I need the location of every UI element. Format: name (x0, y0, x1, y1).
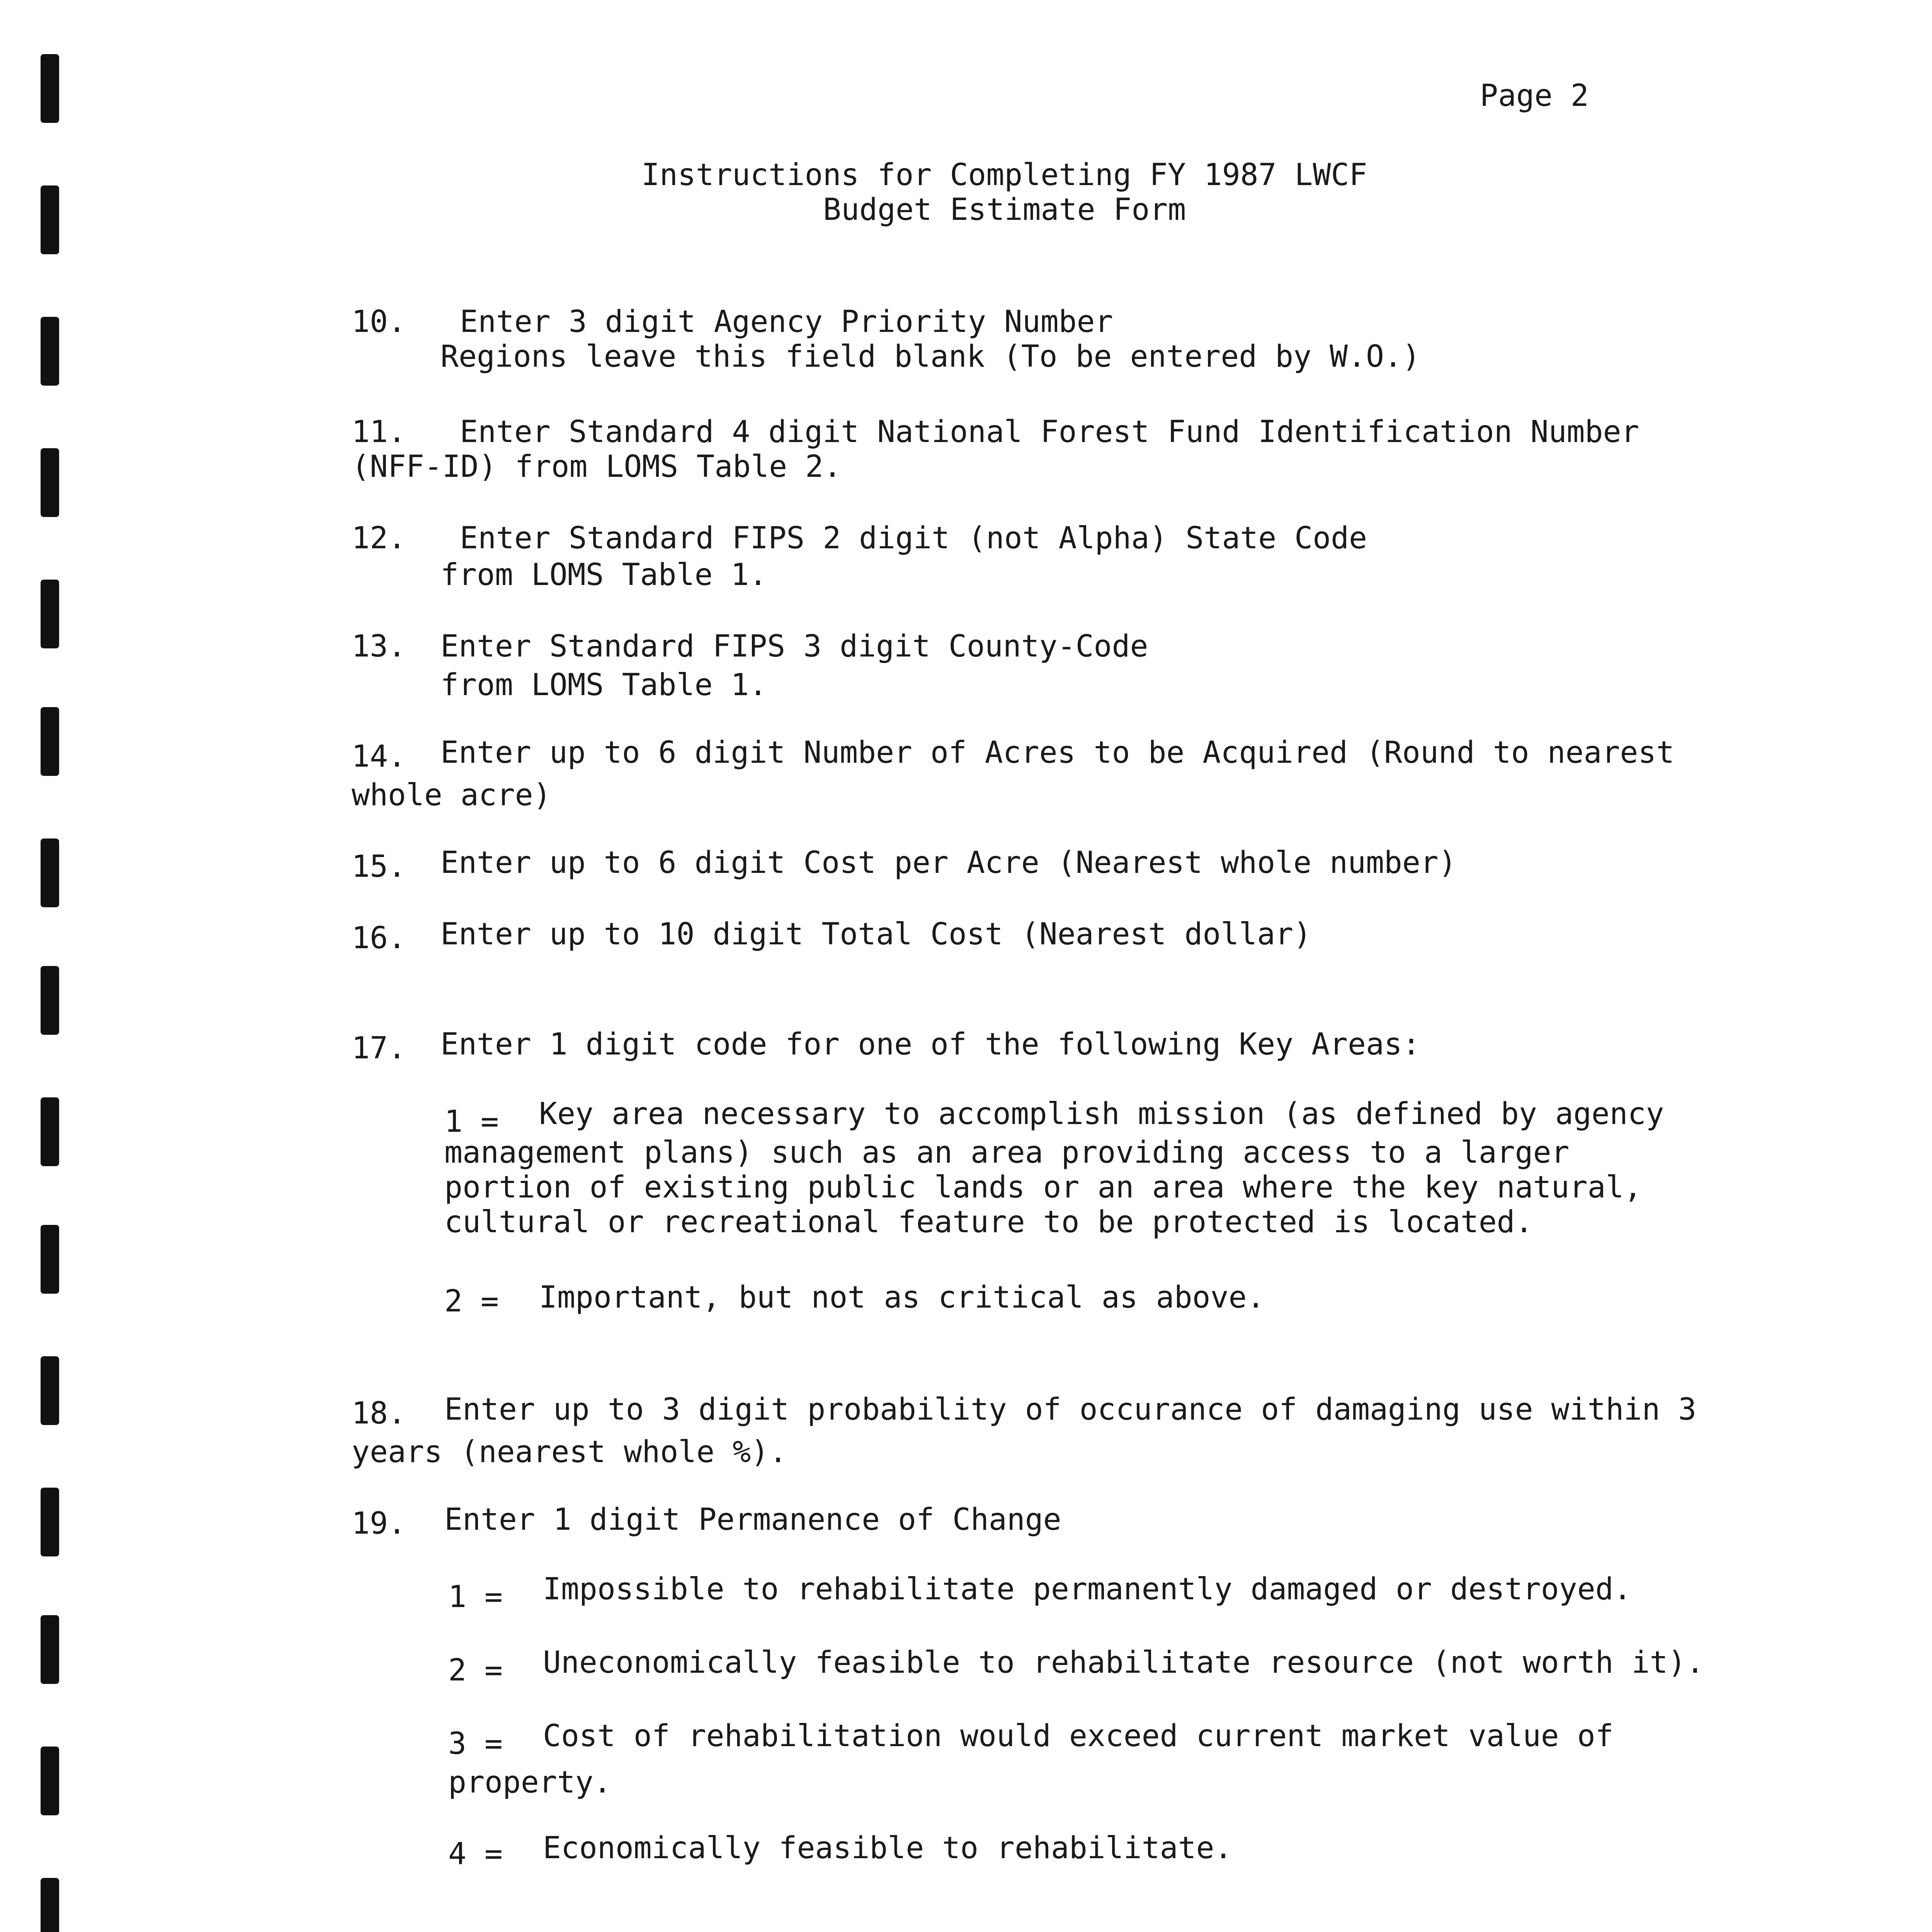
binder-punch-mark (41, 448, 59, 517)
option-text: Uneconomically feasible to rehabilitate resource (not worth it). (543, 1645, 1704, 1680)
item-number: 14. (352, 739, 406, 774)
option-code: 1 = (444, 1104, 499, 1139)
option-text: Cost of rehabilitation would exceed current market value of (543, 1719, 1614, 1753)
item-text: Enter Standard FIPS 3 digit County-Code (440, 629, 1148, 664)
option-code: 1 = (448, 1580, 503, 1614)
option-text: cultural or recreational feature to be protected is located. (444, 1205, 1533, 1240)
option-text: Key area necessary to accomplish mission (as defined by agency (539, 1097, 1664, 1131)
binder-punch-mark (41, 185, 59, 254)
item-text: from LOMS Table 1. (440, 558, 767, 592)
binder-punch-mark (41, 838, 59, 907)
item-number: 10. (352, 304, 406, 339)
page-number: Page 2 (1480, 78, 1589, 113)
item-text: Regions leave this field blank (To be entered by W.O.) (440, 339, 1420, 374)
option-code: 2 = (448, 1653, 503, 1688)
option-code: 3 = (448, 1726, 503, 1761)
item-text: from LOMS Table 1. (440, 668, 767, 702)
item-text: (NFF-ID) from LOMS Table 2. (352, 449, 842, 484)
binder-punch-mark (41, 1747, 59, 1815)
item-number: 18. (352, 1396, 406, 1431)
binder-punch-mark (41, 707, 59, 776)
option-text: Impossible to rehabilitate permanently damaged or destroyed. (543, 1572, 1632, 1607)
item-text: Enter 3 digit Agency Priority Number (460, 304, 1113, 339)
option-text: management plans) such as an area providing access to a larger (444, 1135, 1570, 1170)
item-number: 12. (352, 521, 406, 556)
item-text: Enter 1 digit code for one of the following Key Areas: (440, 1027, 1420, 1062)
option-text: Economically feasible to rehabilitate. (543, 1831, 1233, 1866)
item-text: Enter up to 6 digit Cost per Acre (Nearest whole number) (440, 845, 1457, 880)
binder-punch-mark (41, 1878, 59, 1932)
binder-punch-mark (41, 1225, 59, 1294)
document-title: Instructions for Completing FY 1987 LWCF (641, 158, 1367, 192)
item-number: 13. (352, 629, 406, 664)
item-number: 11. (352, 415, 406, 449)
item-text: Enter up to 6 digit Number of Acres to be Acquired (Round to nearest (440, 735, 1675, 770)
item-text: years (nearest whole %). (352, 1435, 787, 1469)
item-text: Enter up to 10 digit Total Cost (Nearest dollar) (440, 917, 1312, 952)
option-text: property. (448, 1765, 612, 1800)
item-number: 15. (352, 849, 406, 884)
item-number: 17. (352, 1031, 406, 1066)
binder-punch-mark (41, 966, 59, 1035)
option-code: 4 = (448, 1837, 503, 1871)
item-number: 16. (352, 921, 406, 956)
item-text: Enter up to 3 digit probability of occurance of damaging use within 3 (444, 1392, 1697, 1427)
item-number: 19. (352, 1506, 406, 1541)
binder-punch-mark (41, 1097, 59, 1166)
document-subtitle: Budget Estimate Form (823, 192, 1186, 227)
binder-punch-mark (41, 580, 59, 648)
binder-punch-mark (41, 317, 59, 386)
binder-punch-mark (41, 1488, 59, 1556)
item-text: whole acre) (352, 778, 551, 813)
binder-punch-mark (41, 1615, 59, 1684)
binder-punch-mark (41, 1356, 59, 1425)
option-text: portion of existing public lands or an area where the key natural, (444, 1170, 1642, 1205)
item-text: Enter Standard FIPS 2 digit (not Alpha) State Code (460, 521, 1367, 556)
option-text: Important, but not as critical as above. (539, 1280, 1265, 1315)
item-text: Enter Standard 4 digit National Forest Fund Identification Number (460, 415, 1639, 449)
option-code: 2 = (444, 1284, 499, 1319)
item-text: Enter 1 digit Permanence of Change (444, 1502, 1061, 1537)
binder-punch-mark (41, 54, 59, 123)
